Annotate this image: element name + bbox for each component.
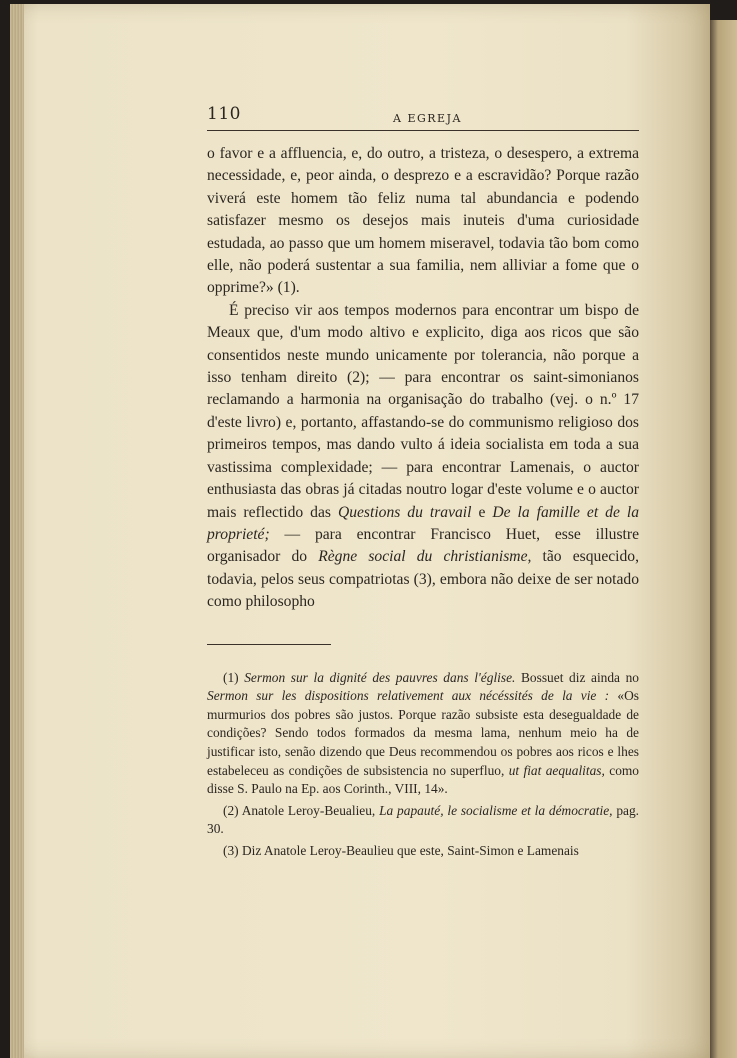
footnotes [207, 669, 639, 861]
page-content [207, 104, 639, 863]
paragraph-1-text: o favor e a affluencia, e, do outro, a tristeza, o desespero, a extrema necessidade, e, peor ainda, o desprezo e a escravidão? Porque razão viverá este homem tão feliz numa tal abundancia e podendo satisfazer mesmo os desejos mais inuteis d'uma curiosidade estudada, ao passo que um homem miseravel, todavia tão bom como elle, não poderá sustentar a sua familia, nem alliviar a fome que o opprime?» (1). [207, 145, 639, 297]
footnote-1-italic-b: Sermon sur les dispositions relativement aux nécéssités de la vie : [207, 688, 610, 704]
body-text [207, 143, 639, 614]
page-number: 110 [207, 104, 241, 124]
footnote-1 [207, 669, 639, 799]
italic-title-famille: De la famille et de la proprieté; [207, 503, 639, 543]
paragraph-2-text-b: e [471, 503, 493, 521]
italic-title-questions: Questions du travail [337, 503, 472, 521]
footnote-2-text-b: pag. 30. [207, 802, 639, 837]
footnote-1-italic-c: ut fiat aequalitas, [508, 762, 605, 778]
page-edge [10, 4, 24, 1058]
paragraph-2-text-a: É preciso vir aos tempos modernos para encontrar um bispo de Meaux que, d'um modo altivo e explicito, diga aos ricos que são consentidos neste mundo unicamente por tolerancia, não porque a isso tenham direito (2); — para encontrar os saint-simonianos reclamando a harmonia na organisação do trabalho (vej. o n.º 17 d'este livro) e, portanto, affastando-se do communismo religioso dos primeiros tempos, mas dando vulto á ideia socialista em toda a sua vastissima complexidade; — para encontrar Lamenais, o auctor enthusiasta das obras já citadas noutro logar d'este volume e o auctor mais reflectido das [207, 301, 639, 521]
footnote-3 [207, 842, 639, 861]
footnote-1-text-b: «Os murmurios dos pobres são justos. Porque razão subsiste esta desegualdade de condições? Sendo todos formados da mesma lama, nenhum meio ha de justificar isto, senão dizendo que Deus recommendou os pobres aos ricos e lhes estabeleceu as condições de subsistencia no superfluo, [207, 688, 639, 778]
footnote-rule [207, 644, 331, 645]
running-head [207, 104, 639, 131]
paragraph-1 [207, 143, 639, 300]
footnote-1-italic-a: Sermon sur la dignité des pauvres dans l'église. [244, 669, 516, 685]
footnote-1-text-c: como disse S. Paulo na Ep. aos Corinth., VIII, 14». [207, 762, 640, 797]
footnote-2 [207, 802, 639, 839]
italic-title-regne: Règne social du christianisme, [318, 548, 532, 566]
footnote-2-text-a: (2) Anatole Leroy-Beualieu, [223, 802, 380, 818]
footnote-3-text: (3) Diz Anatole Leroy-Beaulieu que este, Saint-Simon e Lamenais [223, 842, 579, 858]
footnote-1-text-a: Bossuet diz ainda no [515, 669, 640, 685]
footnote-2-italic: La papauté, le socialisme et la démocratie, [379, 802, 613, 818]
paragraph-2 [207, 300, 639, 614]
facing-page-edge [710, 20, 737, 1058]
paragraph-2-text-d: tão esquecido, todavia, pelos seus compatriotas (3), embora não deixe de ser notado como philosopho [207, 548, 639, 611]
running-title: A EGREJA [393, 112, 462, 125]
footnote-1-mark: (1) [223, 669, 245, 685]
paragraph-2-text-c: — para encontrar Francisco Huet, esse illustre organisador do [207, 525, 639, 566]
